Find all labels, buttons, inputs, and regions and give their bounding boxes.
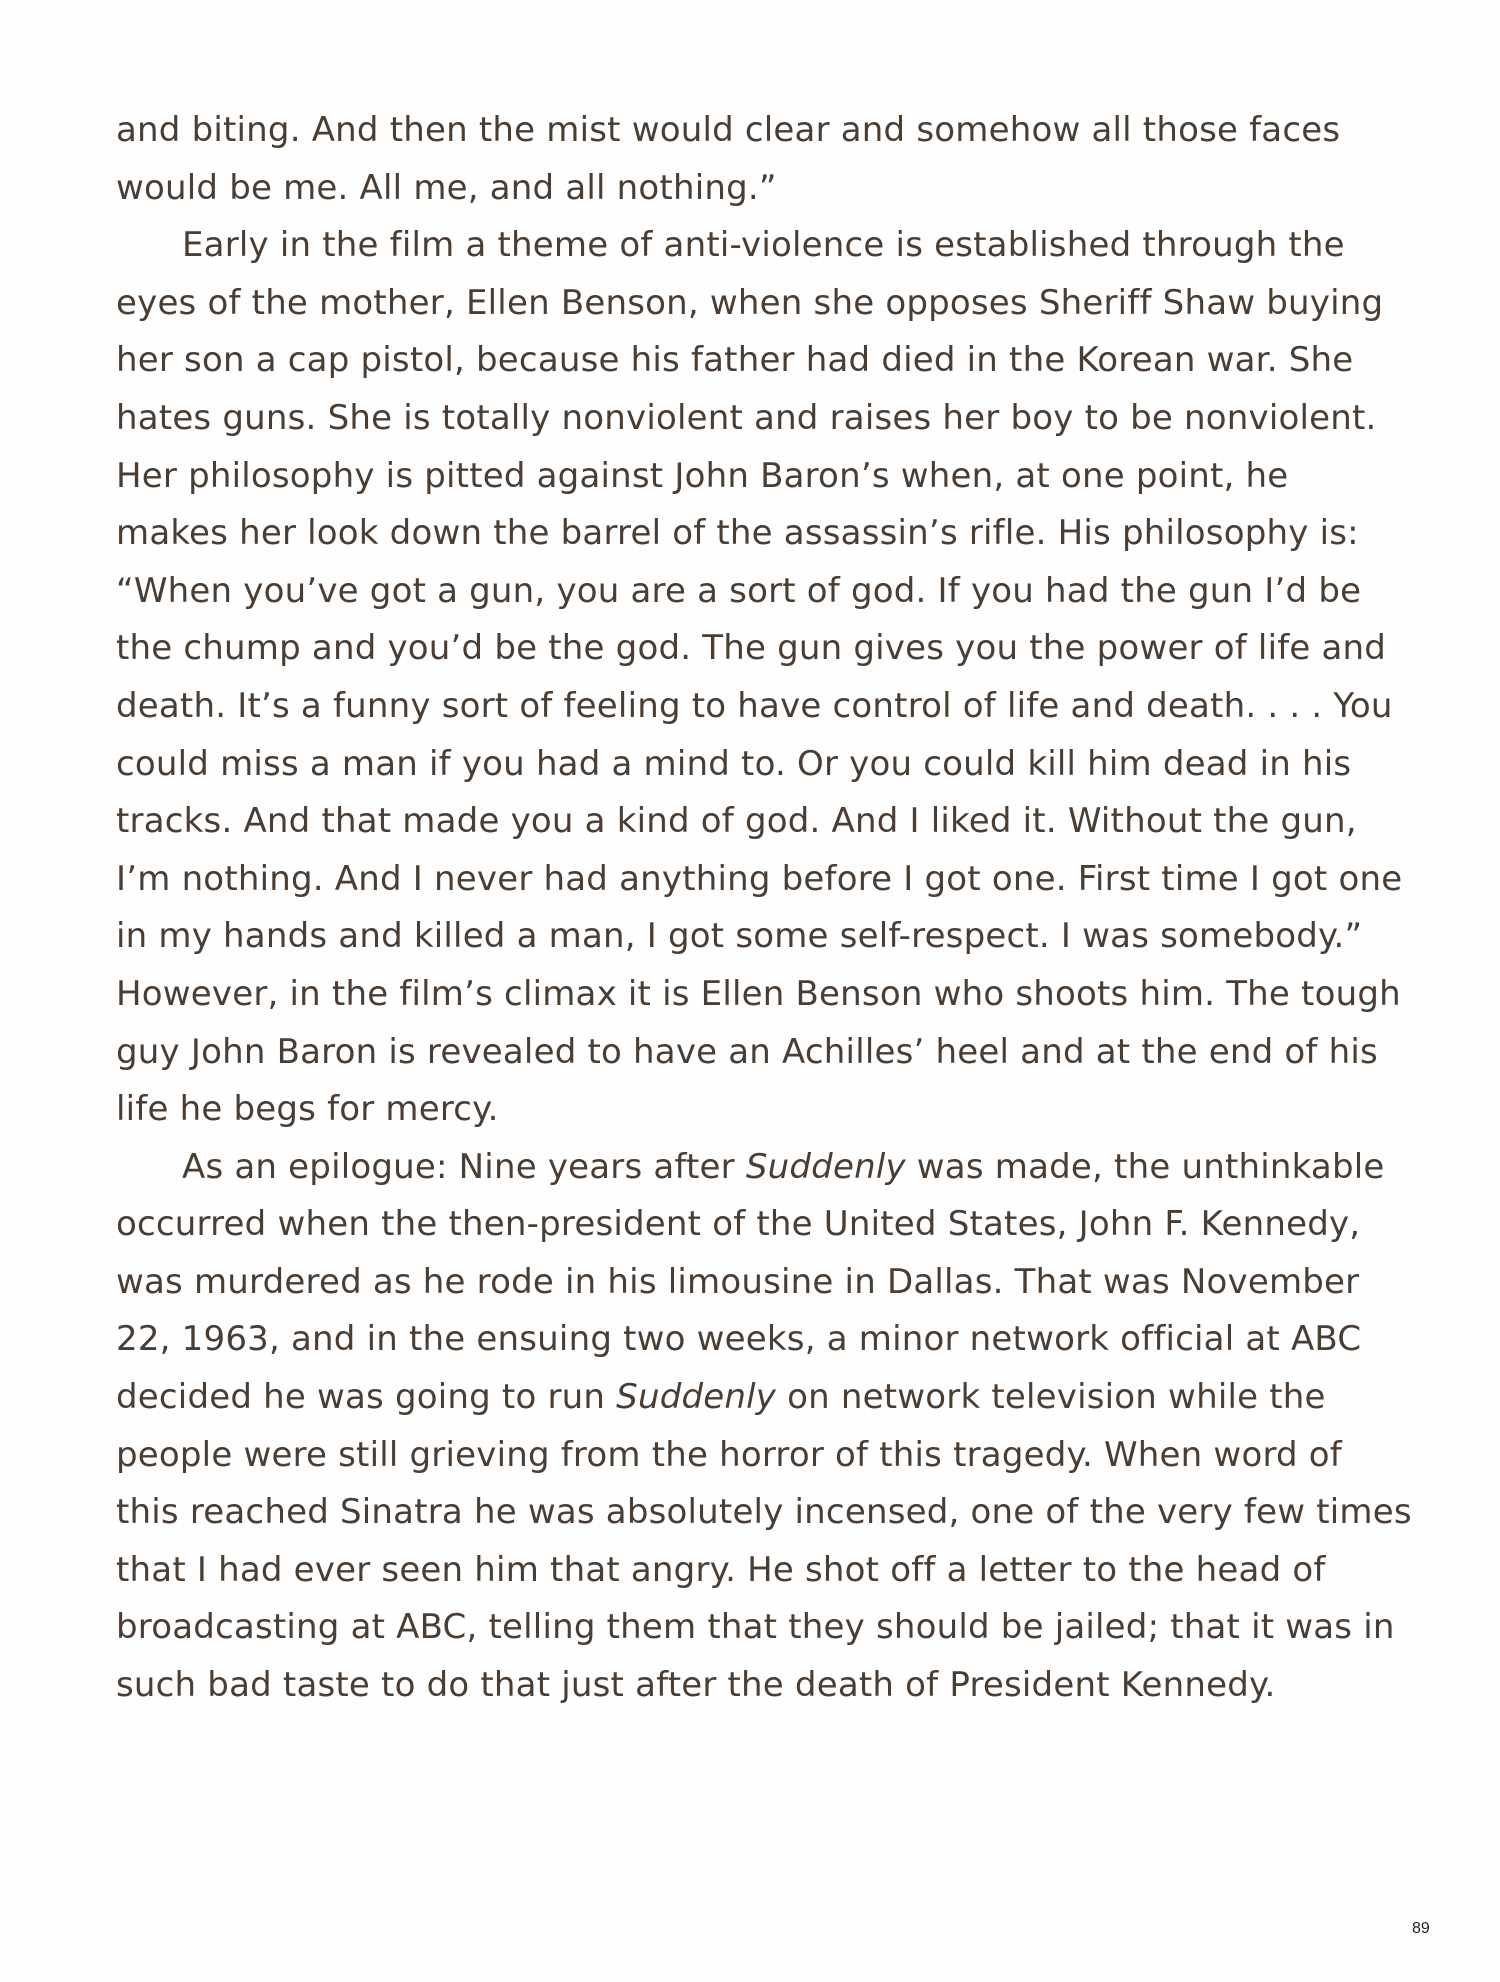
text-line-5 — [116, 332, 1416, 390]
text-line-20 — [116, 1196, 1416, 1254]
text-line-27 — [116, 1599, 1416, 1657]
text-span: such bad taste to do that just after the death of President Kennedy. — [116, 1665, 1276, 1706]
text-span: occurred when the then-president of the United States, John F. Kennedy, — [116, 1204, 1361, 1245]
text-line-4 — [116, 275, 1416, 333]
text-line-28 — [116, 1657, 1416, 1715]
text-line-2 — [116, 160, 1416, 218]
text-span: Her philosophy is pitted against John Baron’s when, at one point, he — [116, 455, 1289, 496]
text-line-17 — [116, 1024, 1416, 1082]
text-span: guy John Baron is revealed to have an Achilles’ heel and at the end of his — [116, 1031, 1378, 1072]
text-span: However, in the film’s climax it is Ellen Benson who shoots him. The tough — [116, 973, 1401, 1014]
text-span: would be me. All me, and all nothing.” — [116, 167, 777, 208]
text-line-6 — [116, 390, 1416, 448]
text-line-21 — [116, 1254, 1416, 1312]
text-span: eyes of the mother, Ellen Benson, when she opposes Sheriff Shaw buying — [116, 282, 1384, 323]
text-line-13 — [116, 793, 1416, 851]
text-line-22 — [116, 1311, 1416, 1369]
text-span: broadcasting at ABC, telling them that they should be jailed; that it was in — [116, 1607, 1395, 1648]
body-text — [116, 102, 1416, 1715]
text-line-26 — [116, 1542, 1416, 1600]
text-span: “When you’ve got a gun, you are a sort of god. If you had the gun I’d be — [116, 570, 1362, 611]
text-line-14 — [116, 851, 1416, 909]
text-span: decided he was going to run — [116, 1377, 617, 1418]
film-title-italic: Suddenly — [616, 1377, 777, 1418]
text-span: As an epilogue: Nine years after — [182, 1146, 746, 1187]
text-line-23 — [116, 1369, 1416, 1427]
text-span: Early in the film a theme of anti-violence is established through the — [182, 225, 1345, 266]
paragraph-start-line — [116, 217, 1416, 275]
text-line-15 — [116, 908, 1416, 966]
text-span: tracks. And that made you a kind of god. And I liked it. Without the gun, — [116, 801, 1357, 842]
text-span: hates guns. She is totally nonviolent and raises her boy to be nonviolent. — [116, 397, 1377, 438]
text-span: I’m nothing. And I never had anything before I got one. First time I got one — [116, 858, 1403, 899]
text-line-24 — [116, 1427, 1416, 1485]
text-span: on network television while the — [776, 1377, 1326, 1418]
paragraph-start-line — [116, 1139, 1416, 1197]
text-span: death. It’s a funny sort of feeling to have control of life and death. . . . You — [116, 685, 1393, 726]
text-line-8 — [116, 505, 1416, 563]
text-span: could miss a man if you had a mind to. Or you could kill him dead in his — [116, 743, 1352, 784]
text-line-16 — [116, 966, 1416, 1024]
text-line-18 — [116, 1081, 1416, 1139]
text-span: was murdered as he rode in his limousine in Dallas. That was November — [116, 1261, 1360, 1302]
text-line-1 — [116, 102, 1416, 160]
text-span: in my hands and killed a man, I got some self-respect. I was somebody.” — [116, 916, 1363, 957]
text-line-25 — [116, 1484, 1416, 1542]
text-line-12 — [116, 736, 1416, 794]
text-line-9 — [116, 563, 1416, 621]
text-span: that I had ever seen him that angry. He shot off a letter to the head of — [116, 1549, 1326, 1590]
text-span: this reached Sinatra he was absolutely incensed, one of the very few times — [116, 1492, 1412, 1533]
text-span: was made, the unthinkable — [905, 1146, 1385, 1187]
page-number: 89 — [1412, 1920, 1430, 1937]
text-span: her son a cap pistol, because his father had died in the Korean war. She — [116, 340, 1354, 381]
text-span: and biting. And then the mist would clear and somehow all those faces — [116, 110, 1341, 150]
text-span: 22, 1963, and in the ensuing two weeks, a minor network official at ABC — [116, 1319, 1362, 1360]
text-line-11 — [116, 678, 1416, 736]
text-span: life he begs for mercy. — [116, 1089, 499, 1130]
text-span: makes her look down the barrel of the assassin’s rifle. His philosophy is: — [116, 513, 1359, 554]
film-title-italic: Suddenly — [745, 1146, 906, 1187]
text-line-10 — [116, 620, 1416, 678]
text-line-7 — [116, 448, 1416, 506]
text-span: the chump and you’d be the god. The gun gives you the power of life and — [116, 628, 1387, 669]
text-span: people were still grieving from the horror of this tragedy. When word of — [116, 1434, 1342, 1475]
